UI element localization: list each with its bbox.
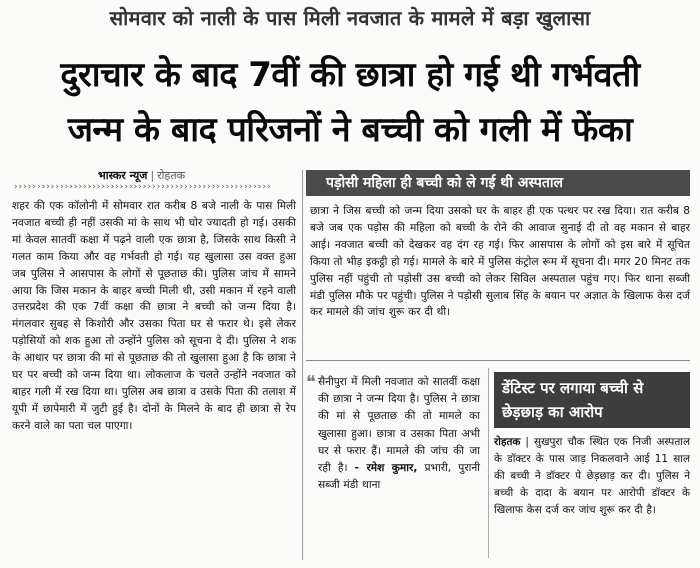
side-story-headline: डेंटिस्ट पर लगाया बच्ची से छेड़छाड़ का आरोप [494,372,690,428]
quote-credit-role: प्रभारी, पुरानी सब्जी मंडी थाना [318,462,481,492]
sidebar-box-header: पड़ोसी महिला ही बच्ची को ले गई थी अस्पताल [306,170,690,196]
police-quote [318,374,480,494]
quote-divider [488,368,489,558]
main-headline-line-1: दुराचार के बाद 7वीं की छात्रा हो गई थी गर्भवती [60,55,640,95]
decorative-arrow-rule: ›››››››››››››››››››››››››››››››››››››››››››››››››››››››› [14,182,272,192]
byline-agency: भास्कर न्यूज [98,169,148,182]
side-story-dateline: रोहतक [494,436,521,448]
byline: भास्कर न्यूज | रोहतक [98,169,186,182]
side-story-text: रोहतक | सुखपुरा चौक स्थित एक निजी अस्पताल के डॉक्टर के पास जाड़ निकलवाने आई 11 साल की बच्ची ने डॉक्टर पे छेड़छाड़ कर दी। पुलिस ने बच्ची के दादा के बयान पर आरोपी डॉक्टर के खिलाफ केस दर्ज कर जांच शुरू कर दी है। [494,436,690,516]
quote-text: सैनीपुरा में मिली नवजात को सातवीं कक्षा की छात्रा ने जन्म दिया है। पुलिस ने छात्रा की मां से पूछताछ की तो मामले का खुलासा हुआ। छात्रा व उसका पिता अभी घर से फरार हैं। मामले की जांच की जा रही है। [318,376,480,475]
main-headline-line-2: जन्म के बाद परिजनों ने बच्ची को गली में फेंका [67,110,633,150]
column-divider [302,170,303,560]
main-article-text: शहर की एक कॉलोनी में सोमवार रात करीब 8 बजे नाली के पास मिली नवजात बच्ची ही नहीं उसकी मां के साथ भी घोर ज्यादती हो गई। उसकी मां केवल सातवीं कक्षा में पढ़ने वाली एक छात्रा है, जिसके साथ किसी ने गलत काम किया और वह गर्भवती हो गई। यह खुलासा उस वक्त हुआ जब पुलिस ने आसपास के लोगों से पूछताछ की। पुलिस जांच में सामने आया कि जिस मकान के बाहर बच्ची मिली थी, उसी मकान में रहने वाली उत्तरप्रदेश की एक 7वीं कक्षा की छात्रा ने बच्ची को जन्म दिया है। मंगलवार सुबह से किशोरी और उसका पिता घर से फरार थे। इसे लेकर पड़ोसियों को शक हुआ तो उन्होंने पुलिस को सूचना दे दी। पुलिस ने शक के आधार पर छात्रा की मां से पूछताछ की तो खुलासा हुआ है कि छात्रा ने घर पर बच्ची को जन्म दिया था। लोकलाज के चलते उन्होंने नवजात को बाहर गली में रख दिया था। पुलिस अब छात्रा व उसके पिता की तलाश में यूपी में छापेमारी में जुटी हुई है। दोनों के मिलने के बाद ही छात्रा से रेप करने वाले का पता चल पाएगा। [12,200,296,432]
kicker-headline: सोमवार को नाली के पास मिली नवजात के मामले में बड़ा खुलासा [109,6,591,30]
quote-credit: - रमेश कुमार, [354,462,418,475]
side-story-body: सुखपुरा चौक स्थित एक निजी अस्पताल के डॉक्टर के पास जाड़ निकलवाने आई 11 साल की बच्ची ने डॉक्टर पे छेड़छाड़ कर दी। पुलिस ने बच्ची के दादा के बयान पर आरोपी डॉक्टर के खिलाफ केस दर्ज कर जांच शुरू कर दी है। [494,436,690,516]
quote-mark-icon: ❝ [306,372,316,393]
byline-location: रोहतक [157,169,186,182]
section-divider [306,360,690,361]
sidebar-article-text: छात्रा ने जिस बच्ची को जन्म दिया उसको घर के बाहर ही एक पत्थर पर रख दिया। रात करीब 8 बजे जब एक पड़ोस की महिला को बच्ची के रोने की आवाज सुनाई दी तो वह मकान से बाहर आई। नवजात बच्ची को देखकर वह दंग रह गई। फिर आसपास के लोगों को इस बारे में सूचित किया तो भीड़ इकट्ठी हो गई। मामले के बारे में पुलिस कंट्रोल रूम में सूचना दी। मगर 20 मिनट तक पुलिस नहीं पहुंची तो पड़ोसी उस बच्ची को लेकर सिविल अस्पताल पहुंच गए। फिर थाना सब्जी मंडी पुलिस मौके पर पहुंची। पुलिस ने पड़ोसी सुलाब सिंह के बयान पर अज्ञात के खिलाफ केस दर्ज कर मामले की जांच शुरू कर दी थी। [310,205,690,319]
